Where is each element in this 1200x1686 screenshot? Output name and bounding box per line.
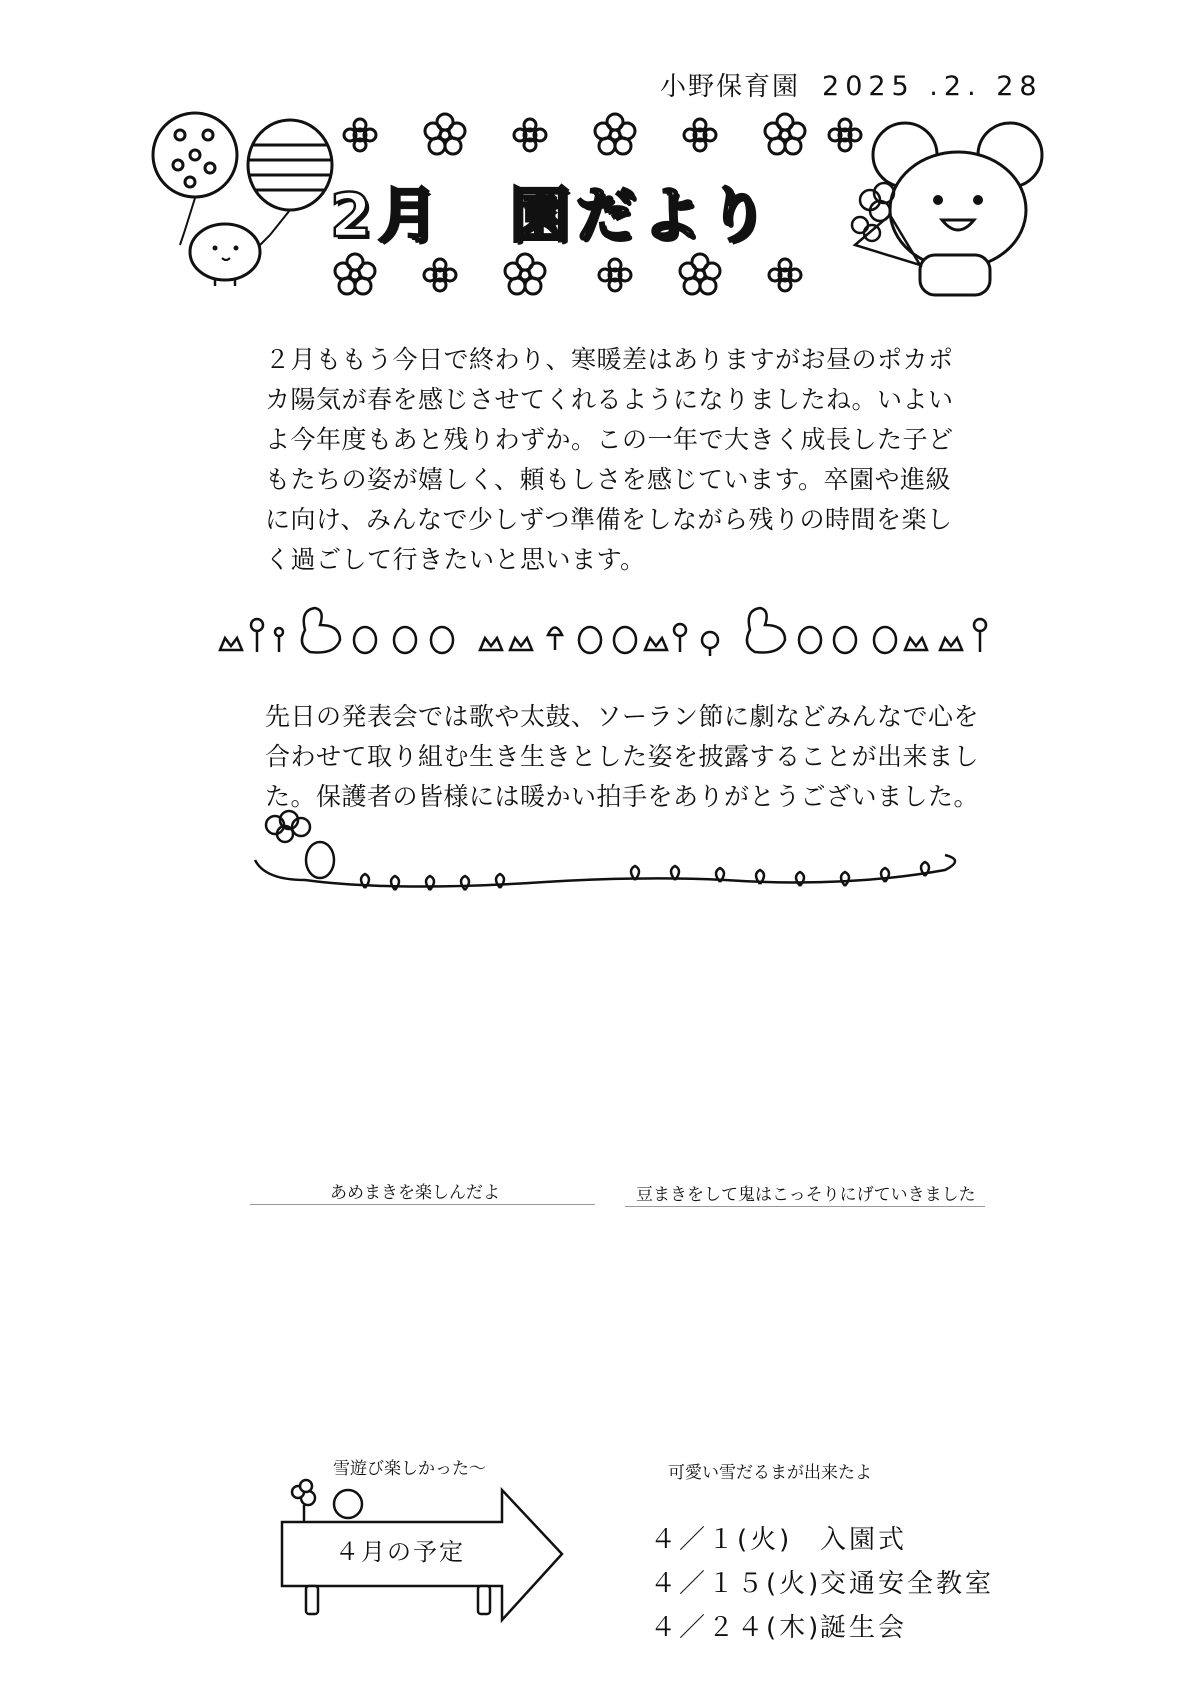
schedule-item <box>650 1606 994 1650</box>
issue-date: 2025 .2. 28 <box>822 71 1043 102</box>
balloon-illustration <box>140 110 340 300</box>
photo-caption-snowman: 可愛い雪だるまが出来たよ <box>668 1463 872 1483</box>
photo-caption-bean-throwing: 豆まきをして鬼はこっそりにげていきました <box>636 1185 976 1205</box>
april-schedule-list <box>650 1518 994 1650</box>
header-meta <box>660 66 1043 103</box>
intro-text: ２月ももう今日で終わり、寒暖差はありますがお昼のポカポカ陽気が春を感じさせてくれるようになりましたね。いよいよ今年度もあと残りわずか。この一年で大きく成長した子どもたちの姿が嬉しく、頼もしさを感じています。卒園や進級に向け、みんなで少しずつ準備をしながら残りの時間を楽しく過ごして行きたいと思います。 <box>265 345 954 574</box>
schedule-date: ４／２４(木) <box>650 1613 822 1643</box>
flower-row-bottom-icon <box>330 250 830 300</box>
schedule-event: 入園式 <box>820 1525 908 1555</box>
schedule-item <box>650 1518 994 1562</box>
schedule-item <box>650 1562 994 1606</box>
caption-rule-1 <box>250 1204 595 1205</box>
recital-text: 先日の発表会では歌や太鼓、ソーラン節に劇などみんなで心を合わせて取り組む生き生きとした姿を披露することが出来ました。保護者の皆様には暖かい拍手をありがとうございました。 <box>265 702 980 811</box>
schedule-event: 誕生会 <box>820 1613 908 1643</box>
schedule-event: 交通安全教室 <box>820 1569 995 1599</box>
ducks-flowers-border-icon <box>215 590 1015 660</box>
mouse-illustration <box>850 115 1050 300</box>
photo-caption-candy-toss: あめまきを楽しんだよ <box>330 1183 500 1203</box>
vine-divider-icon <box>245 810 985 900</box>
flower-row-top-icon <box>340 110 860 160</box>
schedule-heading: ４月の予定 <box>335 1538 465 1566</box>
schedule-date: ４／１(火) <box>650 1525 793 1555</box>
school-name: 小野保育園 <box>660 72 801 102</box>
schedule-date: ４／１５(火) <box>650 1569 822 1599</box>
photo-caption-snow-play: 雪遊び楽しかった～ <box>333 1459 486 1479</box>
caption-rule-2 <box>625 1206 985 1207</box>
recital-paragraph <box>265 697 985 817</box>
newsletter-title: 2月 園だより <box>330 181 774 251</box>
intro-paragraph <box>265 340 975 580</box>
